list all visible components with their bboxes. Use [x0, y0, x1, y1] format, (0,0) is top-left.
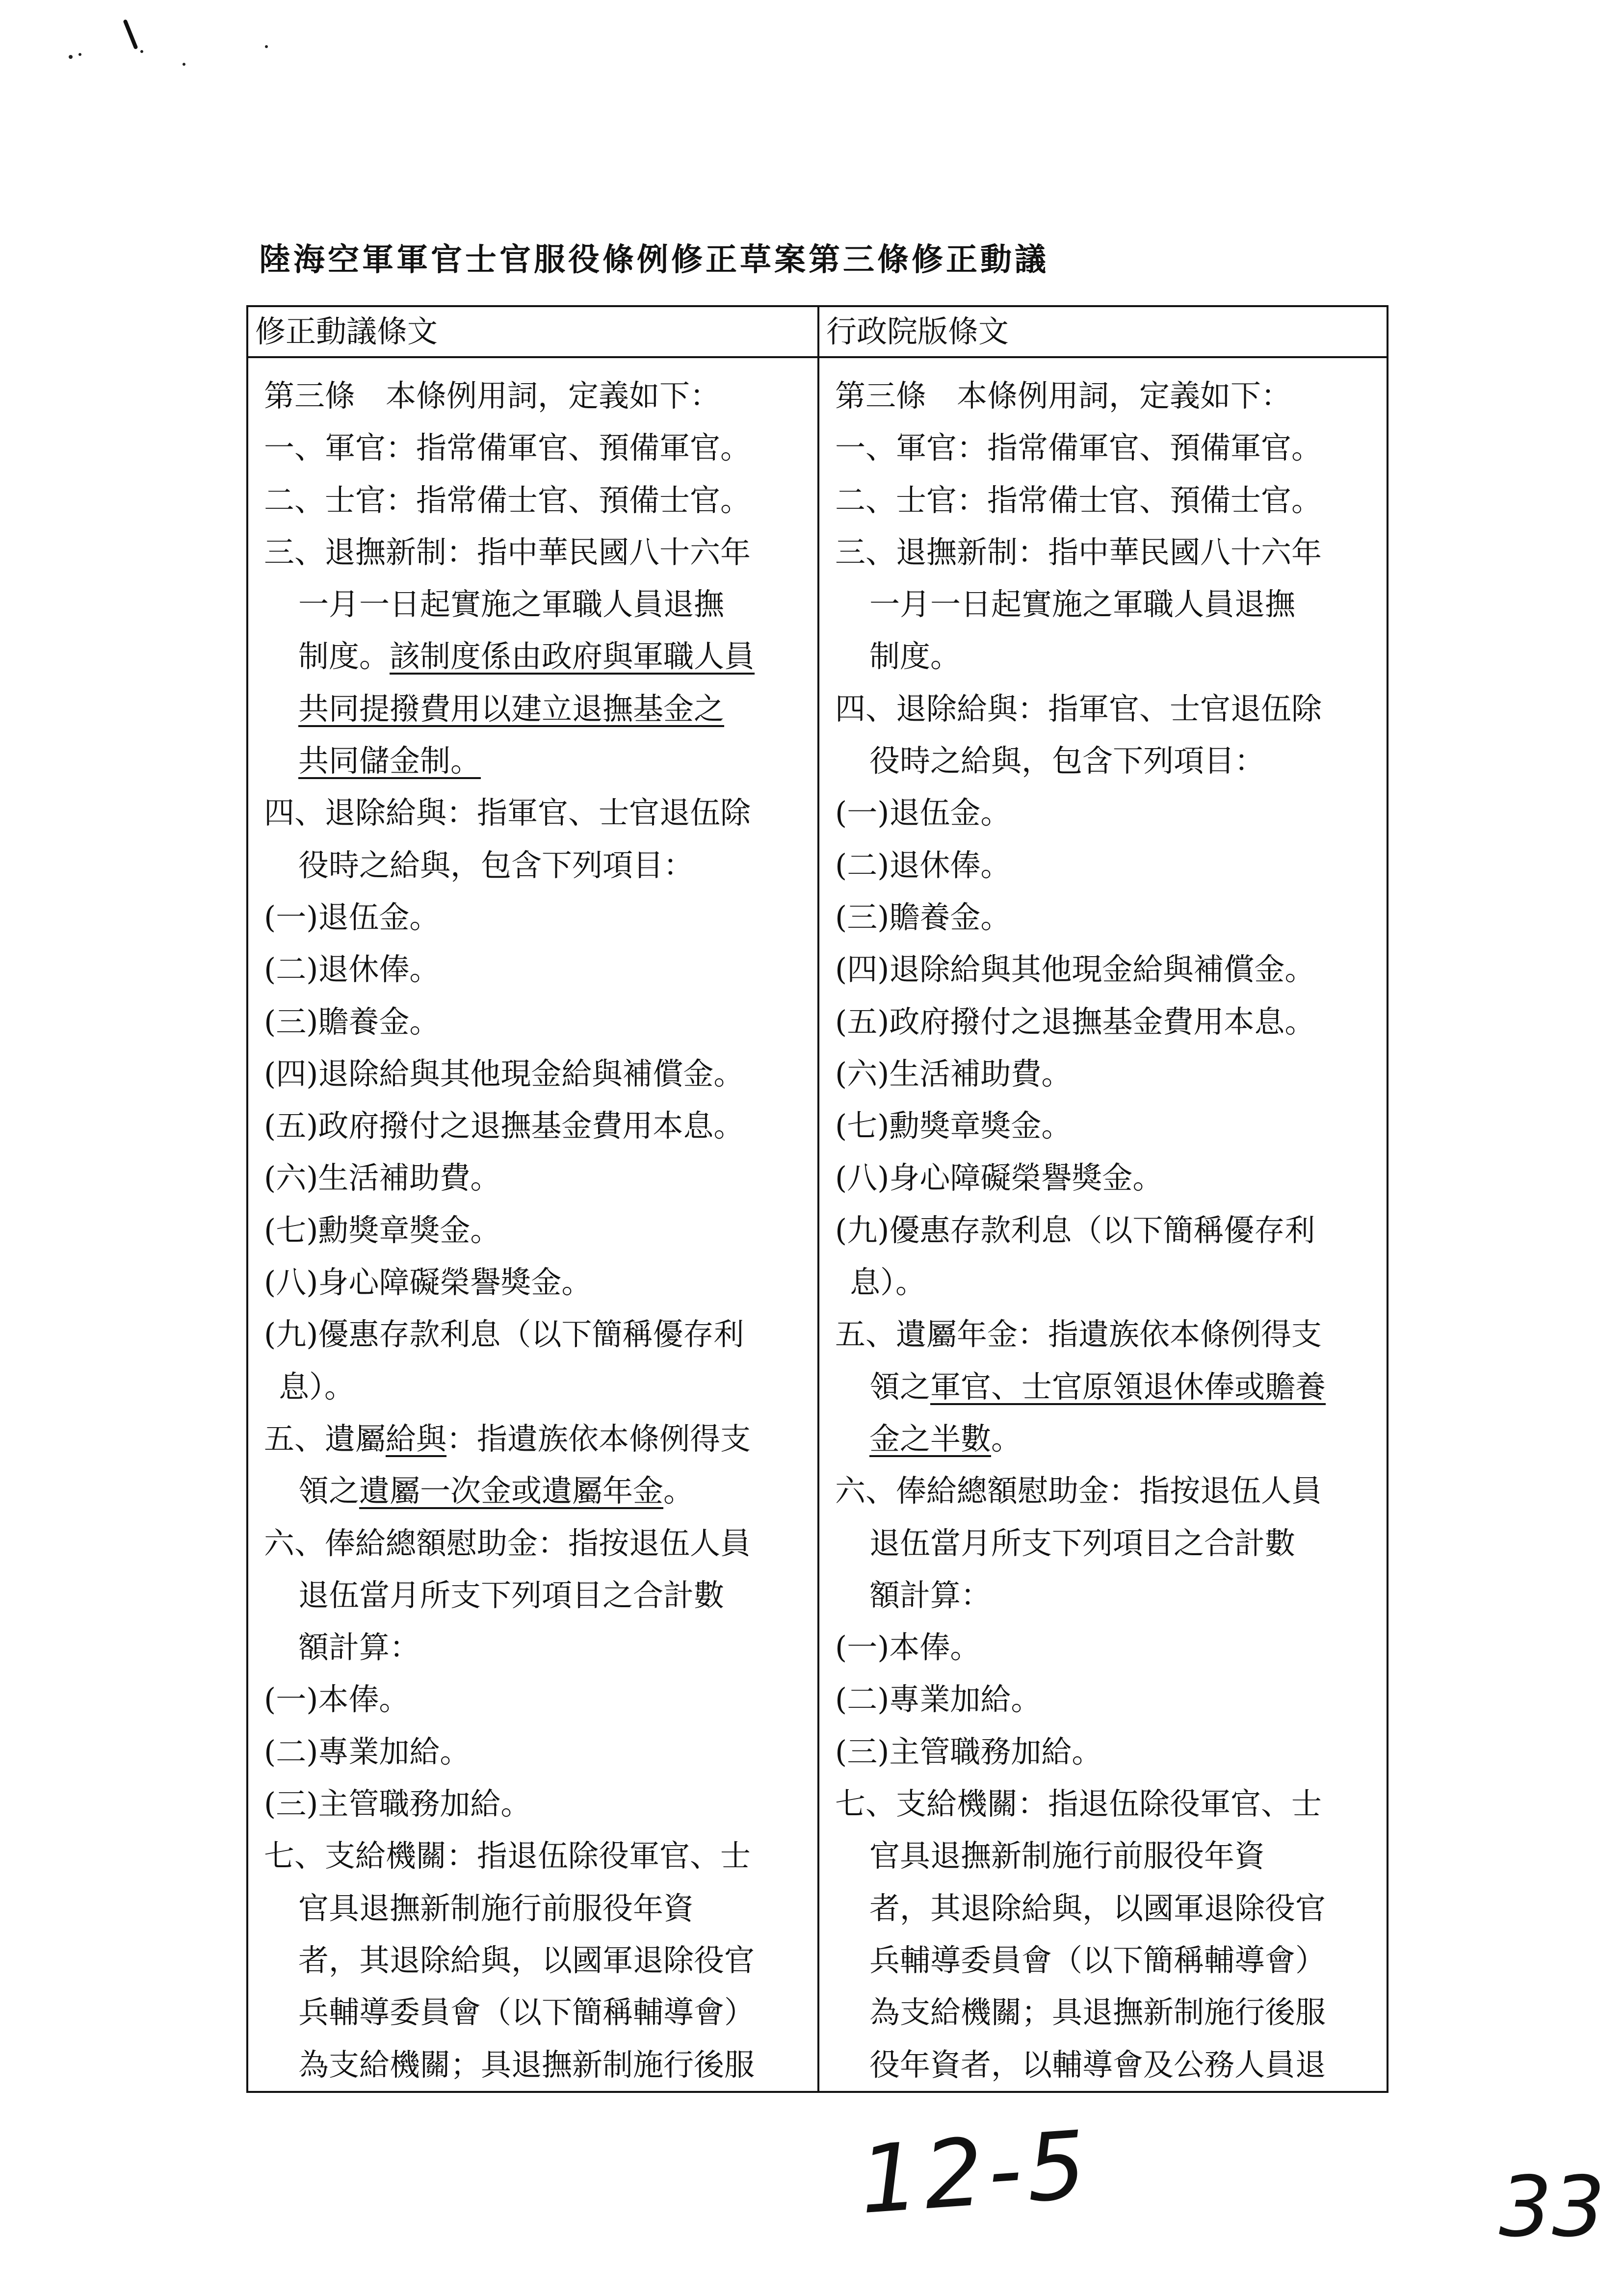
document-title: 陸海空軍軍官士官服役條例修正草案第三條修正動議 [259, 241, 1049, 278]
executive-yuan-line: (四)退除給與其他現金給與補償金。 [835, 951, 1315, 988]
executive-yuan-line: 二、士官：指常備士官、預備士官。 [835, 482, 1322, 518]
executive-yuan-line: 七、支給機關：指退伍除役軍官、士 [835, 1786, 1322, 1822]
amendment-line: 一、軍官：指常備軍官、預備軍官。 [264, 430, 751, 466]
amendment-line: (三)贍養金。 [264, 1003, 440, 1040]
pen-mark [123, 19, 138, 50]
text-span: 五、遺屬 [264, 1420, 386, 1457]
executive-yuan-line: 息）。 [850, 1264, 926, 1301]
amendment-line [264, 1413, 817, 1465]
text-span: 制度。 [298, 638, 390, 675]
amendment-line [264, 630, 817, 682]
executive-yuan-line: 額計算： [869, 1577, 992, 1613]
amendment-line: (七)勳獎章獎金。 [264, 1212, 501, 1248]
executive-yuan-line: (二)專業加給。 [835, 1681, 1042, 1718]
underlined-text: 軍官、士官原領退休俸或贍養 [930, 1368, 1326, 1405]
executive-yuan-line [835, 1413, 1387, 1465]
amendment-line: 六、俸給總額慰助金：指按退伍人員 [264, 1525, 751, 1561]
amendment-line: 為支給機關；具退撫新制施行後服 [298, 2046, 755, 2083]
amendment-line: 額計算： [298, 1629, 420, 1666]
executive-yuan-line: 者，其退除給與，以國軍退除役官 [869, 1890, 1326, 1926]
header-executive-yuan: 行政院版條文 [818, 306, 1388, 357]
amendment-line: (一)退伍金。 [264, 899, 440, 935]
amendment-line: 第三條 本條例用詞，定義如下： [264, 378, 721, 414]
executive-yuan-line: (一)退伍金。 [835, 795, 1011, 831]
executive-yuan-line: 役時之給與，包含下列項目： [869, 743, 1265, 779]
executive-yuan-line: 官具退撫新制施行前服役年資 [869, 1838, 1265, 1874]
text-span: 。 [991, 1420, 1022, 1457]
amendment-line: 共同提撥費用以建立退撫基金之 [298, 690, 725, 727]
executive-yuan-line: 第三條 本條例用詞，定義如下： [835, 378, 1292, 414]
executive-yuan-column [818, 357, 1388, 2092]
executive-yuan-line: 一月一日起實施之軍職人員退撫 [869, 586, 1296, 623]
amendment-line: 兵輔導委員會（以下簡稱輔導會） [298, 1994, 755, 2031]
text-span: 領之 [869, 1368, 931, 1405]
amendment-line: 役時之給與，包含下列項目： [298, 847, 694, 883]
handwritten-date: 12-5 [856, 2110, 1095, 2235]
executive-yuan-line: (五)政府撥付之退撫基金費用本息。 [835, 1003, 1315, 1040]
amendment-line: 息）。 [279, 1368, 355, 1405]
executive-yuan-line: 一、軍官：指常備軍官、預備軍官。 [835, 430, 1322, 466]
executive-yuan-line: 五、遺屬年金：指遺族依本條例得支 [835, 1316, 1322, 1353]
amendment-line: (五)政府撥付之退撫基金費用本息。 [264, 1108, 744, 1144]
executive-yuan-line: (九)優惠存款利息（以下簡稱優存利 [835, 1212, 1315, 1248]
underlined-text: 該制度係由政府與軍職人員 [390, 638, 755, 675]
executive-yuan-line: 役年資者，以輔導會及公務人員退 [869, 2046, 1326, 2083]
amendment-line: 者，其退除給與，以國軍退除役官 [298, 1942, 755, 1978]
executive-yuan-line: (三)贍養金。 [835, 899, 1011, 935]
comparison-table [246, 305, 1388, 2093]
underlined-text: 遺屬一次金或遺屬年金 [359, 1473, 664, 1509]
executive-yuan-line: (六)生活補助費。 [835, 1055, 1072, 1092]
underlined-text: 金之半數 [869, 1420, 992, 1457]
executive-yuan-line: 六、俸給總額慰助金：指按退伍人員 [835, 1473, 1322, 1509]
executive-yuan-line: (二)退休俸。 [835, 847, 1011, 883]
amendment-line: (六)生活補助費。 [264, 1160, 501, 1196]
amendment-line: (四)退除給與其他現金給與補償金。 [264, 1055, 744, 1092]
text-span: ：指遺族依本條例得支 [446, 1420, 751, 1457]
header-amendment: 修正動議條文 [247, 306, 818, 357]
amendment-line: (二)退休俸。 [264, 951, 440, 988]
amendment-line: 三、退撫新制：指中華民國八十六年 [264, 534, 751, 570]
executive-yuan-line: (一)本俸。 [835, 1629, 981, 1666]
amendment-line: (三)主管職務加給。 [264, 1786, 531, 1822]
executive-yuan-line: 三、退撫新制：指中華民國八十六年 [835, 534, 1322, 570]
executive-yuan-line: 四、退除給與：指軍官、士官退伍除 [835, 690, 1322, 727]
amendment-line: 七、支給機關：指退伍除役軍官、士 [264, 1838, 751, 1874]
amendment-line: (八)身心障礙榮譽獎金。 [264, 1264, 592, 1301]
text-span: 領之 [298, 1473, 360, 1509]
amendment-line [264, 1465, 817, 1517]
executive-yuan-line [835, 1361, 1387, 1413]
executive-yuan-line: 兵輔導委員會（以下簡稱輔導會） [869, 1942, 1326, 1978]
amendment-line: 官具退撫新制施行前服役年資 [298, 1890, 694, 1926]
amendment-line: 退伍當月所支下列項目之合計數 [298, 1577, 725, 1613]
executive-yuan-line: (七)勳獎章獎金。 [835, 1108, 1072, 1144]
executive-yuan-line: 制度。 [869, 638, 961, 675]
amendment-line: 共同儲金制。 [298, 743, 481, 779]
handwritten-page-number: 33 [1499, 2159, 1605, 2256]
table-header-row [247, 306, 1388, 357]
amendment-line: (一)本俸。 [264, 1681, 410, 1718]
executive-yuan-line: (八)身心障礙榮譽獎金。 [835, 1160, 1163, 1196]
amendment-line: 二、士官：指常備士官、預備士官。 [264, 482, 751, 518]
amendment-line: (九)優惠存款利息（以下簡稱優存利 [264, 1316, 744, 1353]
amendment-line: 一月一日起實施之軍職人員退撫 [298, 586, 725, 623]
amendment-line: (二)專業加給。 [264, 1733, 471, 1770]
text-span: 。 [663, 1473, 694, 1509]
amendment-column [247, 357, 818, 2092]
executive-yuan-line: (三)主管職務加給。 [835, 1733, 1102, 1770]
table-body-row [247, 357, 1388, 2092]
underlined-text: 給與 [386, 1420, 447, 1457]
executive-yuan-line: 退伍當月所支下列項目之合計數 [869, 1525, 1296, 1561]
amendment-line: 四、退除給與：指軍官、士官退伍除 [264, 795, 751, 831]
executive-yuan-line: 為支給機關；具退撫新制施行後服 [869, 1994, 1326, 2031]
